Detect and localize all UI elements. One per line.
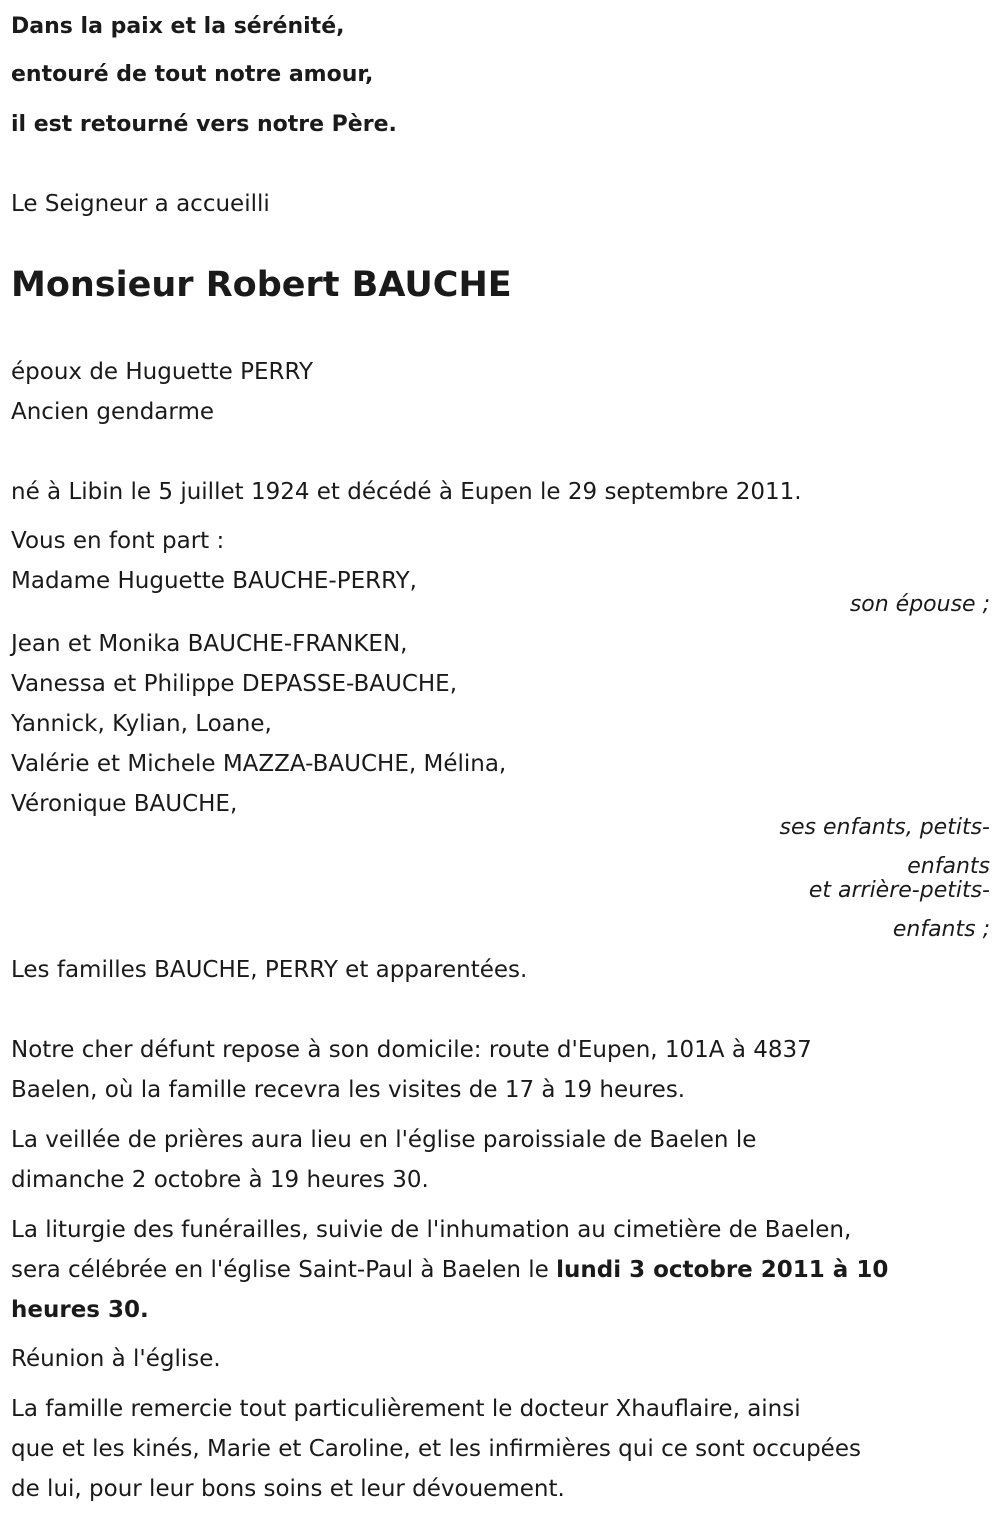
spouse-line: époux de Huguette PERRY [11,359,314,385]
child-line: Vanessa et Philippe DEPASSE-BAUCHE, [11,671,458,697]
children-role: ses enfants, petits- [779,815,990,840]
vigil-line: dimanche 2 octobre à 19 heures 30. [11,1167,429,1193]
occupation: Ancien gendarme [11,399,215,425]
child-line: Jean et Monika BAUCHE-FRANKEN, [11,631,408,657]
rest-line: Notre cher défunt repose à son domicile: route d'Eupen, 101A à 4837 [11,1037,812,1063]
funeral-text: sera célébrée en l'église Saint-Paul à Baelen le [11,1257,557,1283]
vigil-line: La veillée de prières aura lieu en l'église paroissiale de Baelen le [11,1127,757,1153]
thanks-line: La famille remercie tout particulièrement le docteur Xhauflaire, ainsi [11,1396,801,1422]
funeral-time: heures 30. [11,1297,149,1323]
children-role: enfants ; [892,917,990,942]
intro-line: il est retourné vers notre Père. [11,112,397,137]
children-role: et arrière-petits- [808,878,990,903]
child-line: Véronique BAUCHE, [11,791,238,817]
spouse-name: Madame Huguette BAUCHE-PERRY, [11,568,417,594]
thanks-line: de lui, pour leur bons soins et leur dévouement. [11,1476,565,1502]
rest-line: Baelen, où la famille recevra les visites de 17 à 19 heures. [11,1077,686,1103]
child-line: Valérie et Michele MAZZA-BAUCHE, Mélina, [11,751,507,777]
mourners-intro: Vous en font part : [11,528,225,554]
funeral-date: lundi 3 octobre 2011 à 10 [556,1257,889,1283]
intro-line: entouré de tout notre amour, [11,62,374,87]
thanks-line: que et les kinés, Marie et Caroline, et les infirmières qui ce sont occupées [11,1436,861,1462]
birth-death: né à Libin le 5 juillet 1924 et décédé à Eupen le 29 septembre 2011. [11,479,802,505]
funeral-line [11,1255,888,1285]
deceased-name: Monsieur Robert BAUCHE [11,265,512,305]
children-role: enfants [907,854,990,879]
intro-line: Dans la paix et la sérénité, [11,14,345,39]
announce-text: Le Seigneur a accueilli [11,191,270,217]
funeral-line: La liturgie des funérailles, suivie de l'inhumation au cimetière de Baelen, [11,1217,852,1243]
child-line: Yannick, Kylian, Loane, [11,711,272,737]
meeting-line: Réunion à l'église. [11,1346,221,1372]
spouse-role: son épouse ; [849,592,990,617]
families-line: Les familles BAUCHE, PERRY et apparentées. [11,957,528,983]
